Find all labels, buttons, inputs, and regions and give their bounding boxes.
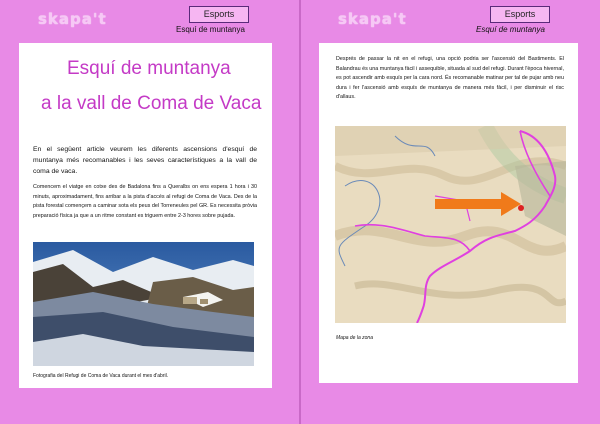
route-map [335, 126, 566, 323]
right-page [319, 43, 578, 383]
logo: skapa't [38, 10, 107, 28]
article-intro: En el següent article veurem les diferents ascensions d'esquí de muntanya més recomanables i les seves característiques a la vall de coma de vaca. [33, 146, 257, 175]
left-page [19, 43, 272, 388]
spread-divider [299, 0, 301, 424]
refuge-photo [33, 242, 254, 366]
section-tag: Esports [490, 6, 550, 23]
photo-caption: Fotografia del Refugi de Coma de Vaca durant el mes d'abril. [33, 373, 169, 379]
article-paragraph: Comencem el viatge en cotxe des de Badalona fins a Queralbs on ens espera 1 hora i 30 minuts, aproximadament, fins arribar a la pista d'accés al refugi de Coma de Vaca. Des de la pista forestal començem a caminar sota els peus del Torreneules pel GR. Es necessita pròvia preparació física ja que a un ritme constant es triguem entre 2-3 hores sobre pujada. [33, 184, 257, 219]
article-title-line1: Esquí de muntanya [67, 58, 231, 79]
logo: skapa't [338, 10, 407, 28]
article-paragraph: Després de passar la nit en el refugi, una opció podria ser l'ascensió del Bastiments. El Balandrau és una muntanya fàcil i assequible, situada al sud del refugi. Durant l'època hivernal, es pot ascendir amb esquís per la cara nord. És recomanable matinar per tal de pujar amb neu dura i fer l'ascensió amb esquís de muntanya de manera més fàcil, i per disminuir el risc d'allaus. [336, 56, 564, 100]
section-subtitle: Esquí de muntanya [476, 25, 545, 34]
article-title-line2: a la vall de Coma de Vaca [41, 93, 262, 114]
section-tag: Esports [189, 6, 249, 23]
section-subtitle: Esquí de muntanya [176, 25, 245, 34]
map-caption: Mapa de la zona [336, 335, 373, 341]
